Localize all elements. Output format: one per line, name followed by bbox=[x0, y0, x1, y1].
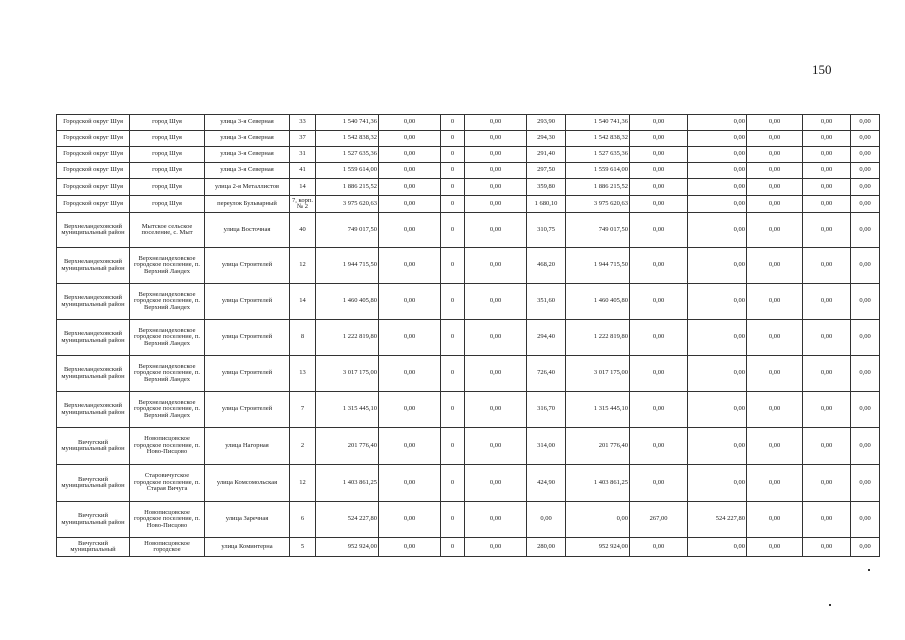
cell-col-o: 0,00 bbox=[851, 392, 880, 428]
cell-col-o: 0,00 bbox=[851, 163, 880, 179]
cell-cost-repeat: 1 403 861,25 bbox=[566, 465, 630, 502]
cell-municipality: Верхнеландеховский муниципальный район bbox=[57, 356, 130, 392]
cell-col-k: 0,00 bbox=[630, 163, 688, 179]
cell-col-k: 0,00 bbox=[630, 320, 688, 356]
cell-area: 297,50 bbox=[527, 163, 566, 179]
cell-col-m: 0,00 bbox=[747, 147, 803, 163]
cell-col-m: 0,00 bbox=[747, 320, 803, 356]
cell-col-k: 0,00 bbox=[630, 428, 688, 465]
cell-fund-share: 0,00 bbox=[379, 428, 441, 465]
cell-zero-a: 0 bbox=[441, 502, 465, 538]
cell-zero-a: 0 bbox=[441, 163, 465, 179]
cell-col-n: 0,00 bbox=[803, 163, 851, 179]
cell-zero-b: 0,00 bbox=[465, 163, 527, 179]
cell-col-k: 0,00 bbox=[630, 179, 688, 196]
cell-area: 310,75 bbox=[527, 213, 566, 248]
cell-settlement: Верхнеландеховское городское поселение, п. Верхний Ландех bbox=[130, 320, 205, 356]
cell-settlement: город Шуя bbox=[130, 179, 205, 196]
scan-speck bbox=[829, 604, 831, 606]
cell-zero-a: 0 bbox=[441, 213, 465, 248]
cell-street: переулок Бульварный bbox=[205, 196, 290, 213]
cell-house: 8 bbox=[290, 320, 316, 356]
cell-col-n: 0,00 bbox=[803, 131, 851, 147]
cell-cost-repeat: 1 542 838,32 bbox=[566, 131, 630, 147]
cell-house: 2 bbox=[290, 428, 316, 465]
cell-area: 351,60 bbox=[527, 284, 566, 320]
cell-house: 31 bbox=[290, 147, 316, 163]
cell-zero-a: 0 bbox=[441, 147, 465, 163]
cell-street: улица 2-я Металлистов bbox=[205, 179, 290, 196]
cell-col-l: 0,00 bbox=[688, 356, 747, 392]
cell-col-o: 0,00 bbox=[851, 356, 880, 392]
cell-col-k: 267,00 bbox=[630, 502, 688, 538]
cell-fund-share: 0,00 bbox=[379, 465, 441, 502]
cell-col-o: 0,00 bbox=[851, 502, 880, 538]
cell-area: 726,40 bbox=[527, 356, 566, 392]
cell-zero-b: 0,00 bbox=[465, 147, 527, 163]
cell-municipality: Верхнеландеховский муниципальный район bbox=[57, 320, 130, 356]
cell-col-l: 0,00 bbox=[688, 179, 747, 196]
cell-settlement: Новописцовское городское bbox=[130, 538, 205, 557]
cell-area: 291,40 bbox=[527, 147, 566, 163]
cell-street: улица Строителей bbox=[205, 392, 290, 428]
cell-zero-a: 0 bbox=[441, 115, 465, 131]
cell-col-m: 0,00 bbox=[747, 538, 803, 557]
cell-col-o: 0,00 bbox=[851, 248, 880, 284]
cell-settlement: город Шуя bbox=[130, 196, 205, 213]
cell-col-n: 0,00 bbox=[803, 428, 851, 465]
cell-cost-total: 1 222 819,80 bbox=[316, 320, 379, 356]
cell-house: 14 bbox=[290, 284, 316, 320]
cell-col-l: 524 227,80 bbox=[688, 502, 747, 538]
cell-zero-b: 0,00 bbox=[465, 213, 527, 248]
cell-col-k: 0,00 bbox=[630, 147, 688, 163]
cell-col-m: 0,00 bbox=[747, 248, 803, 284]
cell-zero-a: 0 bbox=[441, 320, 465, 356]
page-number: 150 bbox=[812, 62, 832, 77]
cell-cost-repeat: 0,00 bbox=[566, 502, 630, 538]
cell-col-l: 0,00 bbox=[688, 248, 747, 284]
cell-cost-total: 1 886 215,52 bbox=[316, 179, 379, 196]
cell-col-o: 0,00 bbox=[851, 538, 880, 557]
cell-municipality: Верхнеландеховский муниципальный район bbox=[57, 284, 130, 320]
cell-street: улица Строителей bbox=[205, 320, 290, 356]
cell-fund-share: 0,00 bbox=[379, 213, 441, 248]
cell-municipality: Вичугский муниципальный район bbox=[57, 428, 130, 465]
cell-col-n: 0,00 bbox=[803, 179, 851, 196]
cell-col-l: 0,00 bbox=[688, 538, 747, 557]
table-row bbox=[57, 284, 880, 320]
cell-cost-total: 201 776,40 bbox=[316, 428, 379, 465]
cell-house: 40 bbox=[290, 213, 316, 248]
cell-col-o: 0,00 bbox=[851, 147, 880, 163]
cell-zero-b: 0,00 bbox=[465, 179, 527, 196]
cell-col-m: 0,00 bbox=[747, 131, 803, 147]
cell-area: 293,90 bbox=[527, 115, 566, 131]
cell-street: улица 3-я Северная bbox=[205, 163, 290, 179]
cell-col-o: 0,00 bbox=[851, 131, 880, 147]
cell-municipality: Городской округ Шуя bbox=[57, 196, 130, 213]
cell-fund-share: 0,00 bbox=[379, 147, 441, 163]
cell-house: 7, корп. № 2 bbox=[290, 196, 316, 213]
cell-cost-total: 1 542 838,32 bbox=[316, 131, 379, 147]
cell-col-k: 0,00 bbox=[630, 284, 688, 320]
cell-area: 280,00 bbox=[527, 538, 566, 557]
cell-cost-total: 1 403 861,25 bbox=[316, 465, 379, 502]
cell-zero-a: 0 bbox=[441, 196, 465, 213]
cell-col-l: 0,00 bbox=[688, 115, 747, 131]
table-row bbox=[57, 131, 880, 147]
cell-col-l: 0,00 bbox=[688, 196, 747, 213]
cell-col-m: 0,00 bbox=[747, 163, 803, 179]
table-row bbox=[57, 147, 880, 163]
table-row bbox=[57, 465, 880, 502]
cell-street: улица Заречная bbox=[205, 502, 290, 538]
cell-cost-total: 524 227,80 bbox=[316, 502, 379, 538]
cell-col-o: 0,00 bbox=[851, 284, 880, 320]
cell-cost-repeat: 1 886 215,52 bbox=[566, 179, 630, 196]
cell-house: 7 bbox=[290, 392, 316, 428]
cell-settlement: Верхнеландеховское городское поселение, п. Верхний Ландех bbox=[130, 392, 205, 428]
cell-cost-repeat: 3 017 175,00 bbox=[566, 356, 630, 392]
cell-zero-b: 0,00 bbox=[465, 502, 527, 538]
cell-col-n: 0,00 bbox=[803, 213, 851, 248]
cell-settlement: Мытское сельское поселение, с. Мыт bbox=[130, 213, 205, 248]
cell-street: улица 3-я Северная bbox=[205, 115, 290, 131]
cell-cost-total: 1 540 741,36 bbox=[316, 115, 379, 131]
cell-municipality: Верхнеландеховский муниципальный район bbox=[57, 213, 130, 248]
cell-cost-repeat: 1 460 405,80 bbox=[566, 284, 630, 320]
cell-zero-b: 0,00 bbox=[465, 115, 527, 131]
cell-zero-a: 0 bbox=[441, 428, 465, 465]
cell-cost-total: 952 924,00 bbox=[316, 538, 379, 557]
cell-cost-total: 1 460 405,80 bbox=[316, 284, 379, 320]
cell-street: улица Строителей bbox=[205, 284, 290, 320]
cell-cost-repeat: 3 975 620,63 bbox=[566, 196, 630, 213]
cell-fund-share: 0,00 bbox=[379, 284, 441, 320]
cell-settlement: Новописцовское городское поселение, п. Ново-Писцово bbox=[130, 502, 205, 538]
cell-zero-b: 0,00 bbox=[465, 196, 527, 213]
cell-zero-b: 0,00 bbox=[465, 538, 527, 557]
cell-cost-repeat: 1 315 445,10 bbox=[566, 392, 630, 428]
cell-fund-share: 0,00 bbox=[379, 196, 441, 213]
cell-col-k: 0,00 bbox=[630, 213, 688, 248]
cell-col-n: 0,00 bbox=[803, 115, 851, 131]
cell-zero-b: 0,00 bbox=[465, 465, 527, 502]
cell-municipality: Городской округ Шуя bbox=[57, 131, 130, 147]
cell-col-k: 0,00 bbox=[630, 131, 688, 147]
table-row bbox=[57, 179, 880, 196]
cell-zero-b: 0,00 bbox=[465, 428, 527, 465]
cell-settlement: город Шуя bbox=[130, 147, 205, 163]
cell-street: улица Коминтерна bbox=[205, 538, 290, 557]
cell-col-o: 0,00 bbox=[851, 179, 880, 196]
cell-municipality: Вичугский муниципальный район bbox=[57, 465, 130, 502]
cell-cost-repeat: 749 017,50 bbox=[566, 213, 630, 248]
table-row bbox=[57, 320, 880, 356]
cell-zero-a: 0 bbox=[441, 179, 465, 196]
cell-zero-a: 0 bbox=[441, 248, 465, 284]
cell-house: 37 bbox=[290, 131, 316, 147]
cell-fund-share: 0,00 bbox=[379, 131, 441, 147]
table-row bbox=[57, 428, 880, 465]
cell-col-o: 0,00 bbox=[851, 196, 880, 213]
cell-fund-share: 0,00 bbox=[379, 163, 441, 179]
cell-col-m: 0,00 bbox=[747, 465, 803, 502]
table-row bbox=[57, 213, 880, 248]
cell-col-o: 0,00 bbox=[851, 213, 880, 248]
cell-fund-share: 0,00 bbox=[379, 248, 441, 284]
cell-zero-b: 0,00 bbox=[465, 320, 527, 356]
cell-col-m: 0,00 bbox=[747, 115, 803, 131]
cell-zero-b: 0,00 bbox=[465, 356, 527, 392]
cell-fund-share: 0,00 bbox=[379, 179, 441, 196]
cell-municipality: Вичугский муниципальный район bbox=[57, 502, 130, 538]
cell-house: 41 bbox=[290, 163, 316, 179]
cell-cost-repeat: 1 559 614,00 bbox=[566, 163, 630, 179]
cell-zero-a: 0 bbox=[441, 538, 465, 557]
cell-col-m: 0,00 bbox=[747, 196, 803, 213]
cell-col-m: 0,00 bbox=[747, 213, 803, 248]
cell-house: 14 bbox=[290, 179, 316, 196]
table-row bbox=[57, 392, 880, 428]
cell-col-n: 0,00 bbox=[803, 392, 851, 428]
cell-col-n: 0,00 bbox=[803, 196, 851, 213]
cell-cost-total: 1 315 445,10 bbox=[316, 392, 379, 428]
cell-col-l: 0,00 bbox=[688, 284, 747, 320]
cell-street: улица Нагорная bbox=[205, 428, 290, 465]
cell-municipality: Верхнеландеховский муниципальный район bbox=[57, 248, 130, 284]
cell-zero-b: 0,00 bbox=[465, 131, 527, 147]
cell-col-k: 0,00 bbox=[630, 465, 688, 502]
cell-house: 12 bbox=[290, 248, 316, 284]
cell-area: 1 680,10 bbox=[527, 196, 566, 213]
cell-fund-share: 0,00 bbox=[379, 538, 441, 557]
cell-zero-a: 0 bbox=[441, 131, 465, 147]
cell-cost-repeat: 952 924,00 bbox=[566, 538, 630, 557]
cell-zero-a: 0 bbox=[441, 284, 465, 320]
cell-street: улица 3-я Северная bbox=[205, 131, 290, 147]
cell-settlement: Старовичугское городское поселение, п. Старая Вичуга bbox=[130, 465, 205, 502]
cell-zero-a: 0 bbox=[441, 465, 465, 502]
cell-settlement: город Шуя bbox=[130, 131, 205, 147]
cell-col-l: 0,00 bbox=[688, 131, 747, 147]
cell-col-l: 0,00 bbox=[688, 163, 747, 179]
cell-house: 6 bbox=[290, 502, 316, 538]
cell-settlement: Верхнеландеховское городское поселение, п. Верхний Ландех bbox=[130, 248, 205, 284]
cell-street: улица Строителей bbox=[205, 248, 290, 284]
cell-settlement: Верхнеландеховское городское поселение, п. Верхний Ландех bbox=[130, 356, 205, 392]
cell-municipality: Вичугский муниципальный bbox=[57, 538, 130, 557]
cell-house: 12 bbox=[290, 465, 316, 502]
cell-street: улица Восточная bbox=[205, 213, 290, 248]
cell-area: 0,00 bbox=[527, 502, 566, 538]
cell-col-l: 0,00 bbox=[688, 213, 747, 248]
table-row bbox=[57, 115, 880, 131]
cell-fund-share: 0,00 bbox=[379, 392, 441, 428]
cell-cost-total: 749 017,50 bbox=[316, 213, 379, 248]
cell-col-l: 0,00 bbox=[688, 428, 747, 465]
cell-col-n: 0,00 bbox=[803, 538, 851, 557]
cell-zero-a: 0 bbox=[441, 392, 465, 428]
cell-area: 294,40 bbox=[527, 320, 566, 356]
cell-house: 5 bbox=[290, 538, 316, 557]
cell-col-n: 0,00 bbox=[803, 284, 851, 320]
cell-col-n: 0,00 bbox=[803, 502, 851, 538]
cell-municipality: Городской округ Шуя bbox=[57, 115, 130, 131]
cell-cost-repeat: 201 776,40 bbox=[566, 428, 630, 465]
cell-col-l: 0,00 bbox=[688, 320, 747, 356]
cell-settlement: город Шуя bbox=[130, 163, 205, 179]
cell-house: 33 bbox=[290, 115, 316, 131]
cell-col-n: 0,00 bbox=[803, 465, 851, 502]
cell-zero-a: 0 bbox=[441, 356, 465, 392]
cell-zero-b: 0,00 bbox=[465, 284, 527, 320]
cell-col-k: 0,00 bbox=[630, 196, 688, 213]
cell-col-o: 0,00 bbox=[851, 115, 880, 131]
cell-cost-repeat: 1 222 819,80 bbox=[566, 320, 630, 356]
cell-col-m: 0,00 bbox=[747, 179, 803, 196]
cell-col-l: 0,00 bbox=[688, 465, 747, 502]
cell-municipality: Верхнеландеховский муниципальный район bbox=[57, 392, 130, 428]
cell-settlement: Новописцовское городское поселение, п. Ново-Писцово bbox=[130, 428, 205, 465]
cell-col-m: 0,00 bbox=[747, 392, 803, 428]
cell-col-o: 0,00 bbox=[851, 465, 880, 502]
scan-speck bbox=[868, 569, 870, 571]
cell-area: 424,90 bbox=[527, 465, 566, 502]
cell-area: 468,20 bbox=[527, 248, 566, 284]
cell-col-m: 0,00 bbox=[747, 502, 803, 538]
cell-cost-repeat: 1 944 715,50 bbox=[566, 248, 630, 284]
register-table bbox=[56, 114, 880, 557]
cell-cost-total: 1 527 635,36 bbox=[316, 147, 379, 163]
cell-col-l: 0,00 bbox=[688, 392, 747, 428]
cell-area: 316,70 bbox=[527, 392, 566, 428]
cell-fund-share: 0,00 bbox=[379, 115, 441, 131]
cell-col-n: 0,00 bbox=[803, 147, 851, 163]
cell-col-n: 0,00 bbox=[803, 356, 851, 392]
cell-cost-total: 1 944 715,50 bbox=[316, 248, 379, 284]
table-row bbox=[57, 502, 880, 538]
cell-street: улица Строителей bbox=[205, 356, 290, 392]
cell-col-m: 0,00 bbox=[747, 356, 803, 392]
cell-fund-share: 0,00 bbox=[379, 356, 441, 392]
cell-cost-total: 3 975 620,63 bbox=[316, 196, 379, 213]
cell-col-l: 0,00 bbox=[688, 147, 747, 163]
cell-col-k: 0,00 bbox=[630, 248, 688, 284]
cell-cost-total: 1 559 614,00 bbox=[316, 163, 379, 179]
cell-fund-share: 0,00 bbox=[379, 320, 441, 356]
cell-cost-total: 3 017 175,00 bbox=[316, 356, 379, 392]
cell-cost-repeat: 1 540 741,36 bbox=[566, 115, 630, 131]
cell-municipality: Городской округ Шуя bbox=[57, 147, 130, 163]
cell-municipality: Городской округ Шуя bbox=[57, 179, 130, 196]
table-row bbox=[57, 163, 880, 179]
cell-street: улица 3-я Северная bbox=[205, 147, 290, 163]
cell-settlement: город Шуя bbox=[130, 115, 205, 131]
cell-cost-repeat: 1 527 635,36 bbox=[566, 147, 630, 163]
cell-area: 294,30 bbox=[527, 131, 566, 147]
table-row bbox=[57, 538, 880, 557]
cell-col-m: 0,00 bbox=[747, 284, 803, 320]
cell-col-k: 0,00 bbox=[630, 115, 688, 131]
table-row bbox=[57, 356, 880, 392]
cell-col-n: 0,00 bbox=[803, 320, 851, 356]
cell-col-k: 0,00 bbox=[630, 538, 688, 557]
table-row bbox=[57, 248, 880, 284]
cell-zero-b: 0,00 bbox=[465, 248, 527, 284]
cell-zero-b: 0,00 bbox=[465, 392, 527, 428]
cell-area: 314,00 bbox=[527, 428, 566, 465]
cell-house: 13 bbox=[290, 356, 316, 392]
cell-col-o: 0,00 bbox=[851, 428, 880, 465]
cell-col-m: 0,00 bbox=[747, 428, 803, 465]
cell-municipality: Городской округ Шуя bbox=[57, 163, 130, 179]
cell-col-k: 0,00 bbox=[630, 356, 688, 392]
cell-settlement: Верхнеландеховское городское поселение, п. Верхний Ландех bbox=[130, 284, 205, 320]
cell-col-o: 0,00 bbox=[851, 320, 880, 356]
cell-area: 359,80 bbox=[527, 179, 566, 196]
cell-col-k: 0,00 bbox=[630, 392, 688, 428]
table-row bbox=[57, 196, 880, 213]
cell-street: улица Комсомольская bbox=[205, 465, 290, 502]
cell-col-n: 0,00 bbox=[803, 248, 851, 284]
cell-fund-share: 0,00 bbox=[379, 502, 441, 538]
